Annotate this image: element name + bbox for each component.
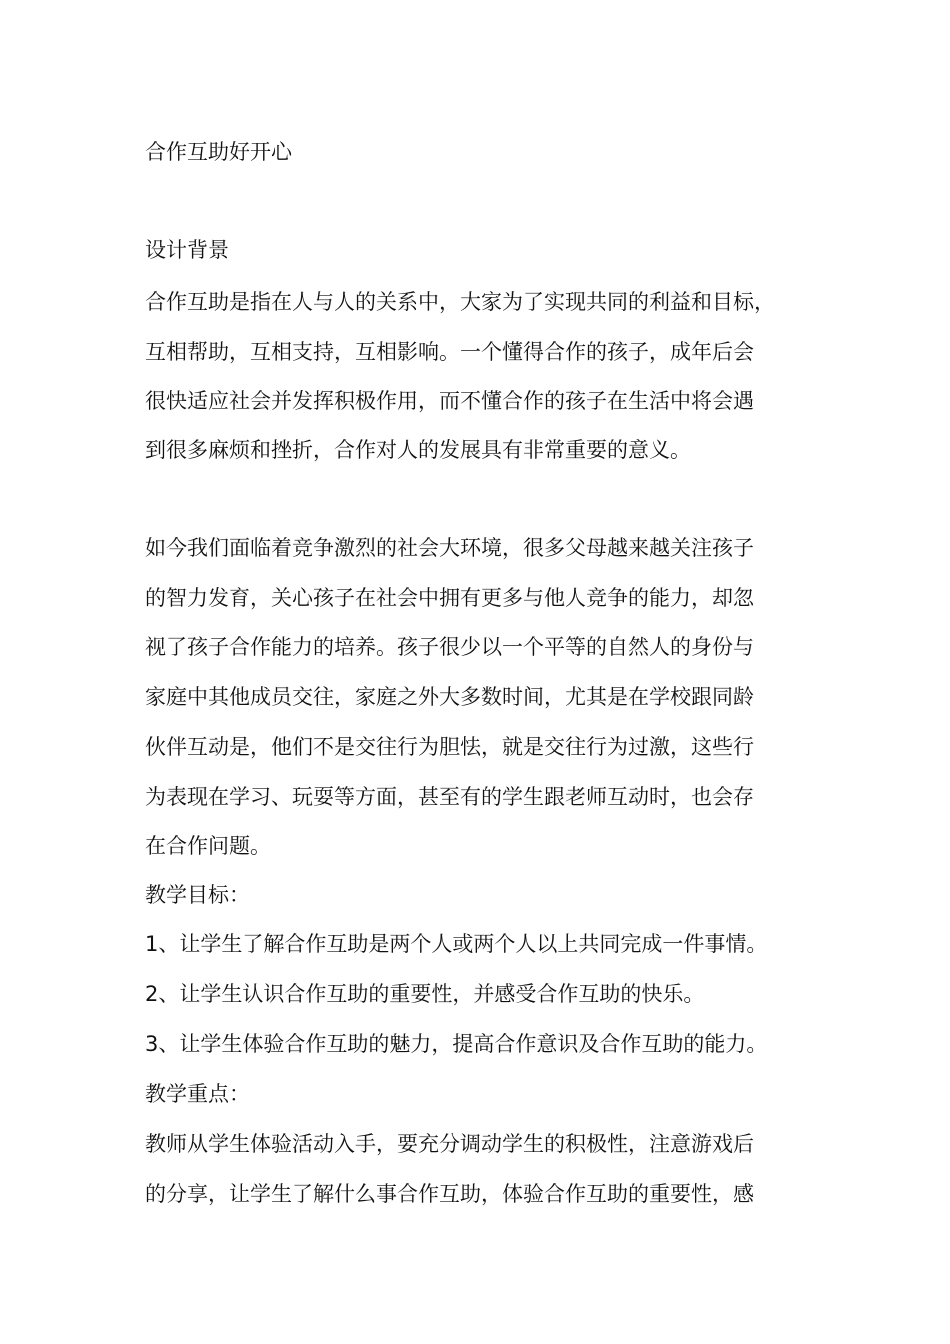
goal-item: 2、让学生认识合作互助的重要性，并感受合作互助的快乐。 — [145, 982, 705, 1006]
paragraph-line: 互相帮助，互相支持，互相影响。一个懂得合作的孩子，成年后会 — [145, 340, 754, 364]
goal-item: 3、让学生体验合作互助的魅力，提高合作意识及合作互助的能力。 — [145, 1032, 768, 1056]
document-title: 合作互助好开心 — [145, 140, 292, 164]
paragraph-line: 教师从学生体验活动入手，要充分调动学生的积极性，注意游戏后 — [145, 1132, 754, 1156]
paragraph-line: 视了孩子合作能力的培养。孩子很少以一个平等的自然人的身份与 — [145, 635, 754, 659]
goal-item: 1、让学生了解合作互助是两个人或两个人以上共同完成一件事情。 — [145, 932, 768, 956]
paragraph-line: 到很多麻烦和挫折，合作对人的发展具有非常重要的意义。 — [145, 438, 691, 462]
paragraph-line: 的分享，让学生了解什么事合作互助，体验合作互助的重要性，感 — [145, 1182, 754, 1206]
paragraph-line: 在合作问题。 — [145, 834, 271, 858]
paragraph-line: 很快适应社会并发挥积极作用，而不懂合作的孩子在生活中将会遇 — [145, 389, 754, 413]
section-heading-background: 设计背景 — [145, 238, 229, 262]
section-heading-focus: 教学重点： — [145, 1082, 250, 1106]
paragraph-line: 合作互助是指在人与人的关系中，大家为了实现共同的利益和目标， — [145, 290, 775, 314]
paragraph-line: 伙伴互动是，他们不是交往行为胆怯，就是交往行为过激，这些行 — [145, 735, 754, 759]
section-heading-goals: 教学目标： — [145, 883, 250, 907]
paragraph-line: 的智力发育，关心孩子在社会中拥有更多与他人竞争的能力，却忽 — [145, 586, 754, 610]
paragraph-line: 为表现在学习、玩耍等方面，甚至有的学生跟老师互动时，也会存 — [145, 785, 754, 809]
paragraph-line: 如今我们面临着竞争激烈的社会大环境，很多父母越来越关注孩子 — [145, 536, 754, 560]
paragraph-line: 家庭中其他成员交往，家庭之外大多数时间，尤其是在学校跟同龄 — [145, 685, 754, 709]
